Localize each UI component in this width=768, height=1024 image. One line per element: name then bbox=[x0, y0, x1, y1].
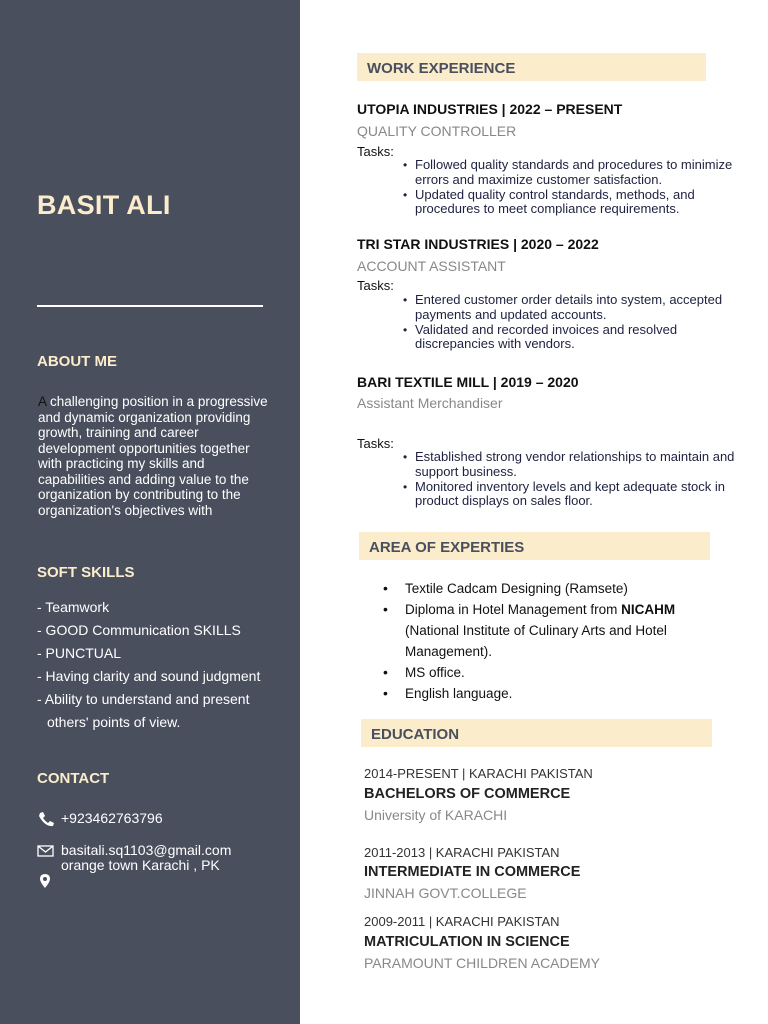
task-item: • Validated and recorded invoices and resolved discrepancies with vendors. bbox=[357, 323, 747, 353]
about-first-letter: A bbox=[38, 394, 47, 409]
profile-name: BASIT ALI bbox=[37, 190, 171, 220]
job-title: BARI TEXTILE MILL | 2019 – 2020 bbox=[357, 374, 579, 390]
expertise-heading: AREA OF EXPERTIES bbox=[369, 539, 525, 556]
education-degree: INTERMEDIATE IN COMMERCE bbox=[364, 864, 581, 880]
expertise-list bbox=[383, 578, 723, 704]
about-heading: ABOUT ME bbox=[37, 353, 117, 370]
job-role: QUALITY CONTROLLER bbox=[357, 123, 517, 139]
name-divider bbox=[37, 305, 263, 307]
skill-item: - GOOD Communication SKILLS bbox=[37, 622, 241, 638]
skill-item: - Ability to understand and present others' points of view. bbox=[37, 691, 250, 730]
job-title: UTOPIA INDUSTRIES | 2022 – PRESENT bbox=[357, 101, 623, 117]
education-school: PARAMOUNT CHILDREN ACADEMY bbox=[364, 955, 600, 971]
work-experience-band bbox=[357, 53, 706, 81]
expertise-highlight: NICAHM bbox=[621, 602, 676, 617]
expertise-item: • MS office. bbox=[383, 662, 723, 683]
education-meta: 2014-PRESENT | KARACHI PAKISTAN bbox=[364, 766, 593, 781]
tasks-label: Tasks: bbox=[357, 436, 394, 451]
education-meta: 2011-2013 | KARACHI PAKISTAN bbox=[364, 845, 560, 860]
address-text: orange town Karachi , PK bbox=[61, 857, 220, 873]
job-title: TRI STAR INDUSTRIES | 2020 – 2022 bbox=[357, 236, 599, 252]
task-item: • Followed quality standards and procedures to minimize errors and maximize customer satisfaction. bbox=[357, 158, 747, 188]
education-school: University of KARACHI bbox=[364, 807, 508, 823]
task-list bbox=[357, 158, 747, 217]
email-text[interactable]: basitali.sq1103@gmail.com bbox=[61, 842, 232, 858]
tasks-label: Tasks: bbox=[357, 278, 394, 293]
expertise-item: • Diploma in Hotel Management from NICAHM (National Institute of Culinary Arts and Hotel Management). bbox=[383, 599, 723, 662]
task-item: • Updated quality control standards, methods, and procedures to meet compliance requirements. bbox=[357, 188, 747, 218]
soft-skills-list bbox=[37, 596, 277, 734]
education-meta: 2009-2011 | KARACHI PAKISTAN bbox=[364, 914, 560, 929]
education-band bbox=[361, 719, 712, 747]
task-item: • Established strong vendor relationships to maintain and support business. bbox=[357, 450, 747, 480]
about-text bbox=[38, 394, 270, 518]
task-list bbox=[357, 293, 747, 352]
expertise-item: • English language. bbox=[383, 683, 723, 704]
task-item: • Entered customer order details into system, accepted payments and updated accounts. bbox=[357, 293, 747, 323]
contact-heading: CONTACT bbox=[37, 770, 110, 787]
expertise-band bbox=[359, 532, 710, 560]
education-school: JINNAH GOVT.COLLEGE bbox=[364, 885, 527, 901]
location-pin-icon bbox=[39, 873, 57, 889]
skill-item: - PUNCTUAL bbox=[37, 645, 122, 661]
mail-icon bbox=[37, 844, 55, 860]
skill-item: - Having clarity and sound judgment bbox=[37, 668, 261, 684]
task-item: • Monitored inventory levels and kept adequate stock in product displays on sales floor. bbox=[357, 480, 747, 510]
phone-text[interactable]: +923462763796 bbox=[61, 810, 163, 826]
task-list bbox=[357, 450, 747, 509]
skill-item: - Teamwork bbox=[37, 599, 110, 615]
tasks-label: Tasks: bbox=[357, 144, 394, 159]
education-degree: BACHELORS OF COMMERCE bbox=[364, 786, 571, 802]
work-experience-heading: WORK EXPERIENCE bbox=[367, 60, 516, 77]
education-degree: MATRICULATION IN SCIENCE bbox=[364, 934, 570, 950]
job-role: Assistant Merchandiser bbox=[357, 395, 503, 411]
phone-icon bbox=[37, 811, 55, 827]
about-body: challenging position in a progressive and dynamic organization providing growth, training and career development opportunities together with practicing my skills and capabilities and adding value to the organization by contributing to the organization's objectives with bbox=[38, 394, 268, 518]
education-heading: EDUCATION bbox=[371, 726, 460, 743]
soft-skills-heading: SOFT SKILLS bbox=[37, 564, 135, 581]
expertise-item: • Textile Cadcam Designing (Ramsete) bbox=[383, 578, 723, 599]
job-role: ACCOUNT ASSISTANT bbox=[357, 258, 506, 274]
sidebar bbox=[0, 0, 300, 1024]
